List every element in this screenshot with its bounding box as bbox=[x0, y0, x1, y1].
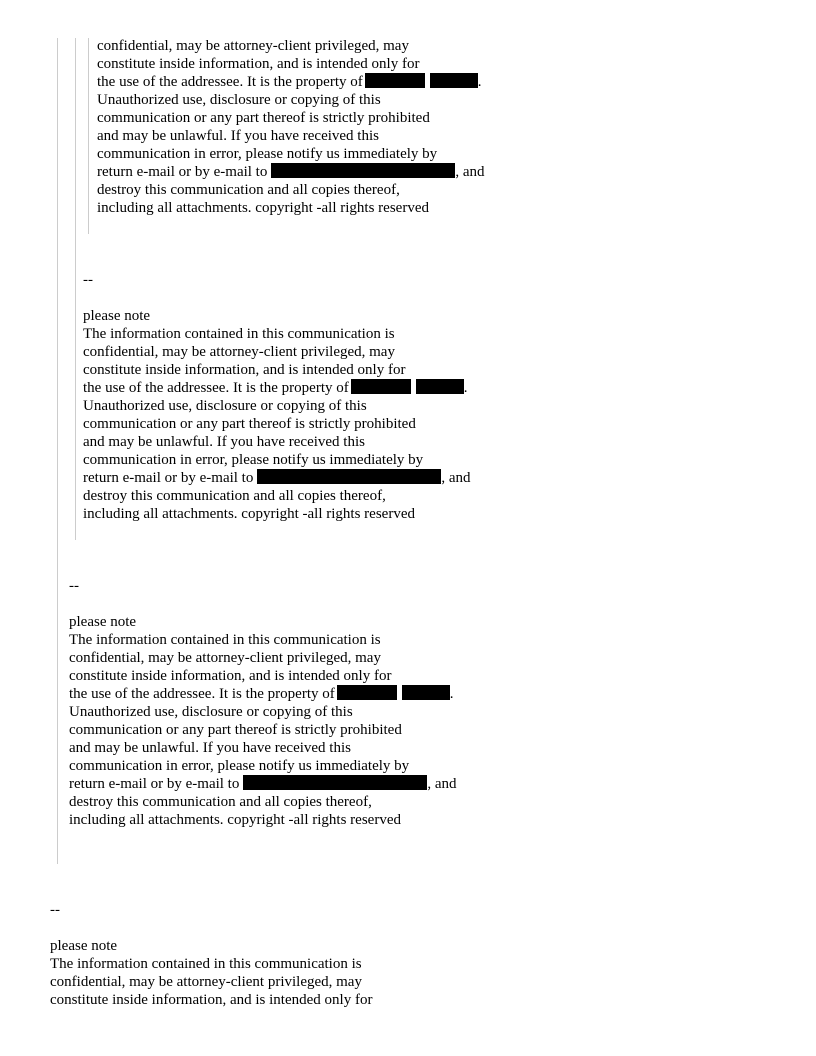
notice-line: The information contained in this communication is bbox=[50, 956, 362, 972]
notice-line: Unauthorized use, disclosure or copying of this bbox=[83, 398, 367, 414]
redaction-bar bbox=[365, 73, 425, 88]
quote-bar-level-3 bbox=[88, 38, 89, 234]
redaction-bar bbox=[430, 73, 478, 88]
redaction-bar bbox=[257, 469, 441, 484]
notice-line: Unauthorized use, disclosure or copying of this bbox=[97, 92, 381, 108]
notice-line: confidential, may be attorney-client privileged, may bbox=[83, 344, 395, 360]
notice-line: return e-mail or by e-mail to , and bbox=[69, 776, 457, 792]
notice-line: constitute inside information, and is intended only for bbox=[69, 668, 392, 684]
notice-line: including all attachments. copyright -all rights reserved bbox=[97, 200, 429, 216]
redaction-bar bbox=[351, 379, 411, 394]
notice-line: confidential, may be attorney-client privileged, may bbox=[50, 974, 362, 990]
redaction-bar bbox=[243, 775, 427, 790]
notice-line: the use of the addressee. It is the property of . bbox=[69, 686, 454, 702]
notice-line: and may be unlawful. If you have received this bbox=[83, 434, 365, 450]
quote-bar-level-2 bbox=[75, 38, 76, 540]
notice-line: destroy this communication and all copies thereof, bbox=[69, 794, 372, 810]
notice-line: the use of the addressee. It is the property of . bbox=[83, 380, 468, 396]
notice-line: the use of the addressee. It is the property of . bbox=[97, 74, 482, 90]
notice-line: return e-mail or by e-mail to , and bbox=[97, 164, 485, 180]
notice-line: The information contained in this communication is bbox=[69, 632, 381, 648]
notice-line: communication or any part thereof is strictly prohibited bbox=[69, 722, 402, 738]
notice-heading: please note bbox=[83, 308, 151, 324]
redaction-bar bbox=[416, 379, 464, 394]
notice-line: communication in error, please notify us immediately by bbox=[83, 452, 424, 468]
redaction-bar bbox=[337, 685, 397, 700]
redaction-bar bbox=[402, 685, 450, 700]
notice-line: and may be unlawful. If you have received this bbox=[97, 128, 379, 144]
quote-bar-level-1 bbox=[57, 38, 58, 864]
notice-line: communication in error, please notify us immediately by bbox=[97, 146, 438, 162]
notice-line: including all attachments. copyright -all rights reserved bbox=[83, 506, 415, 522]
signature-separator: -- bbox=[69, 578, 79, 594]
notice-line: communication in error, please notify us immediately by bbox=[69, 758, 410, 774]
notice-line: return e-mail or by e-mail to , and bbox=[83, 470, 471, 486]
notice-line: communication or any part thereof is strictly prohibited bbox=[97, 110, 430, 126]
notice-line: communication or any part thereof is strictly prohibited bbox=[83, 416, 416, 432]
notice-line: and may be unlawful. If you have received this bbox=[69, 740, 351, 756]
signature-separator: -- bbox=[50, 902, 60, 918]
notice-line: confidential, may be attorney-client privileged, may bbox=[97, 38, 409, 54]
notice-line: constitute inside information, and is intended only for bbox=[97, 56, 420, 72]
notice-heading: please note bbox=[69, 614, 137, 630]
notice-line: destroy this communication and all copies thereof, bbox=[97, 182, 400, 198]
notice-line: constitute inside information, and is intended only for bbox=[50, 992, 373, 1008]
signature-separator: -- bbox=[83, 272, 93, 288]
notice-line: destroy this communication and all copies thereof, bbox=[83, 488, 386, 504]
notice-line: confidential, may be attorney-client privileged, may bbox=[69, 650, 381, 666]
notice-line: constitute inside information, and is intended only for bbox=[83, 362, 406, 378]
notice-line: including all attachments. copyright -all rights reserved bbox=[69, 812, 401, 828]
notice-line: Unauthorized use, disclosure or copying of this bbox=[69, 704, 353, 720]
notice-line: The information contained in this communication is bbox=[83, 326, 395, 342]
redaction-bar bbox=[271, 163, 455, 178]
notice-heading: please note bbox=[50, 938, 118, 954]
